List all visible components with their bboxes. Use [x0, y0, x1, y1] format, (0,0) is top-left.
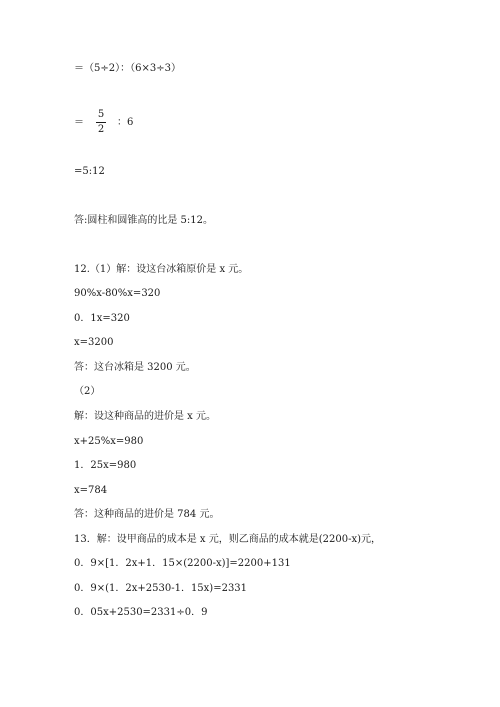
- line-equation-9: 0．05x+2530=2331÷0．9: [74, 607, 208, 618]
- fraction-denominator: 2: [97, 124, 105, 135]
- line-ratio-step2-prefix: ＝: [74, 117, 84, 128]
- line-equation-2: 0．1x=320: [74, 313, 130, 324]
- line-equation-3: x=3200: [74, 337, 114, 348]
- fraction-bar: [96, 122, 106, 123]
- line-answer-ratio: 答:圆柱和圆锥高的比是 5:12。: [74, 215, 214, 226]
- line-problem12-part2: （2）: [74, 386, 101, 397]
- line-equation-8: 0．9×(1．2x+2530-1．15x)=2331: [74, 583, 248, 594]
- line-equation-7: 0．9×[1．2x+1．15×(2200-x)]=2200+131: [74, 558, 291, 569]
- line-problem12-part1: 12.（1）解：设这台冰箱原价是 x 元。: [74, 264, 249, 275]
- line-equation-1: 90%x-80%x=320: [74, 288, 161, 299]
- line-solution-intro: 解：设这种商品的进价是 x 元。: [74, 411, 216, 422]
- line-equation-4: x+25%x=980: [74, 436, 144, 447]
- line-ratio-result: =5:12: [74, 166, 105, 177]
- fraction-five-halves: [94, 109, 108, 136]
- line-answer-goods: 答：这种商品的进价是 784 元。: [74, 509, 220, 520]
- line-equation-6: x=784: [74, 485, 108, 496]
- line-ratio-step2-suffix: ：6: [117, 117, 134, 128]
- line-equation-5: 1．25x=980: [74, 460, 137, 471]
- line-answer-fridge: 答：这台冰箱是 3200 元。: [74, 362, 196, 373]
- line-ratio-step1: ＝（5÷2）：（6×3÷3）: [74, 63, 181, 74]
- fraction-numerator: 5: [97, 109, 105, 120]
- line-problem13-intro: 13．解：设甲商品的成本是 x 元，则乙商品的成本就是(2200-x)元，: [74, 534, 381, 545]
